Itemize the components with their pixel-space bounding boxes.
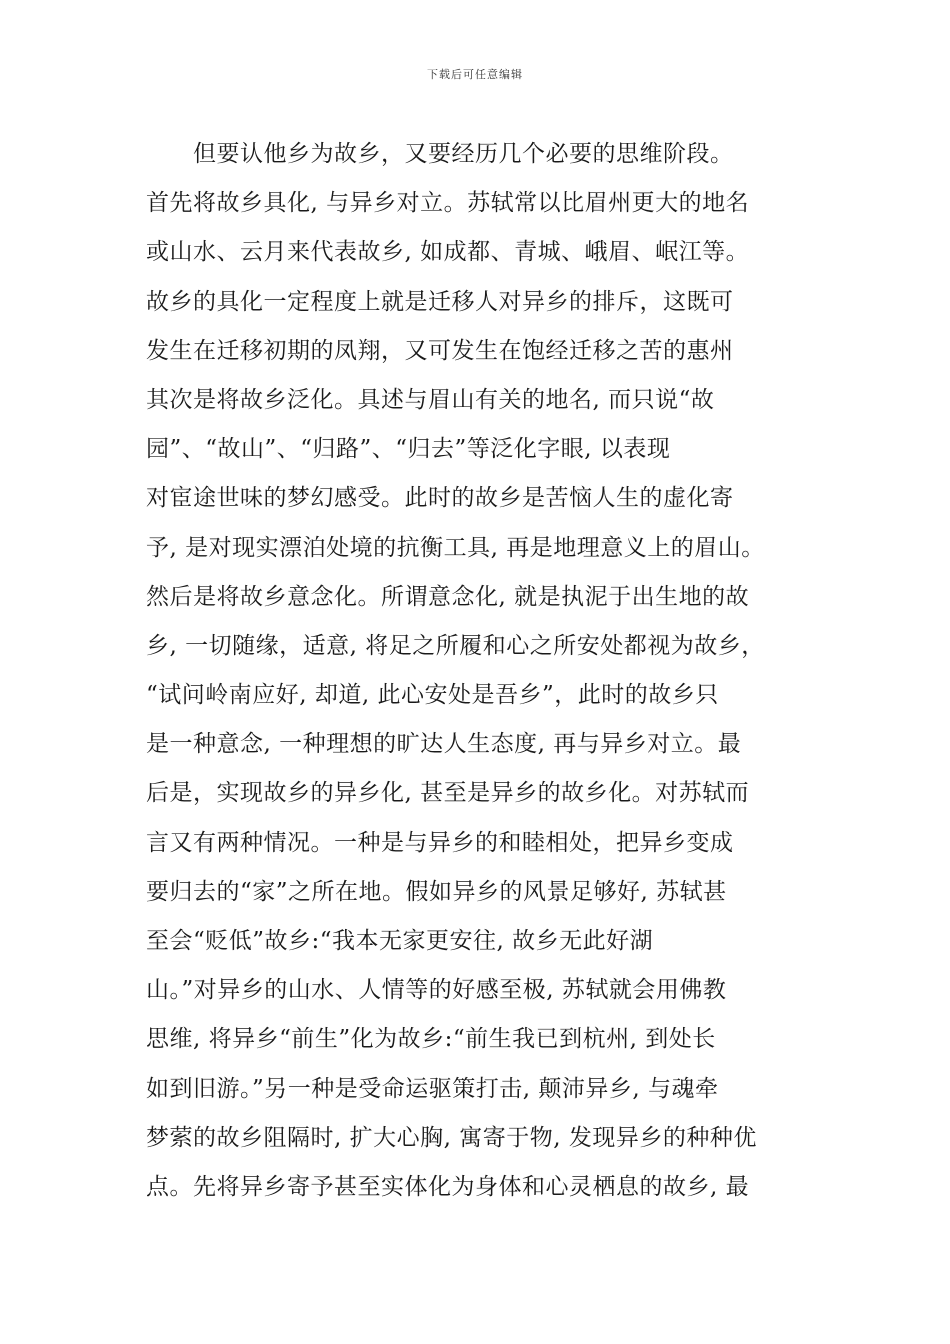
text-line: 园”、“故山”、“归路”、“归去”等泛化字眼, 以表现 — [146, 436, 671, 463]
text-line: 或山水、云月来代表故乡, 如成都、青城、峨眉、岷江等。 — [146, 239, 750, 266]
text-line: 言又有两种情况。一种是与异乡的和睦相处，把异乡变成 — [146, 829, 734, 856]
text-line: 但要认他乡为故乡，又要经历几个必要的思维阶段。 — [146, 141, 734, 167]
text-line: 予, 是对现实漂泊处境的抗衡工具, 再是地理意义上的眉山。 — [146, 534, 765, 561]
text-line: 要归去的“家”之所在地。假如异乡的风景足够好, 苏轼甚 — [146, 878, 727, 905]
page-header: 下载后可任意编辑 — [427, 68, 523, 81]
text-line: 梦萦的故乡阻隔时, 扩大心胸, 寓寄于物, 发现异乡的种种优 — [146, 1124, 757, 1151]
text-line: 乡, 一切随缘，适意, 将足之所履和心之所安处都视为故乡， — [146, 632, 765, 659]
text-line: 思维, 将异乡“前生”化为故乡:“前生我已到杭州, 到处长 — [146, 1026, 716, 1053]
text-line: 点。先将异乡寄予甚至实体化为身体和心灵栖息的故乡, 最 — [146, 1173, 750, 1200]
text-line: 对宦途世味的梦幻感受。此时的故乡是苦恼人生的虚化寄 — [146, 485, 734, 512]
text-line: 后是，实现故乡的异乡化, 甚至是异乡的故乡化。对苏轼而 — [146, 780, 750, 807]
text-line: 山。”对异乡的山水、人情等的好感至极, 苏轼就会用佛教 — [146, 977, 727, 1004]
text-line: 然后是将故乡意念化。所谓意念化, 就是执泥于出生地的故 — [146, 583, 750, 610]
text-line: 是一种意念, 一种理想的旷达人生态度, 再与异乡对立。最 — [146, 731, 742, 758]
text-line: “试问岭南应好, 却道, 此心安处是吾乡”，此时的故乡只 — [146, 682, 719, 709]
text-line: 首先将故乡具化, 与异乡对立。苏轼常以比眉州更大的地名 — [146, 190, 750, 217]
text-line: 发生在迁移初期的凤翔，又可发生在饱经迁移之苦的惠州 — [146, 337, 734, 364]
text-line: 如到旧游。”另一种是受命运驱策打击, 颠沛异乡, 与魂牵 — [146, 1075, 719, 1102]
text-line: 至会“贬低”故乡:“我本无家更安往, 故乡无此好湖 — [146, 928, 654, 954]
text-line: 其次是将故乡泛化。具述与眉山有关的地名, 而只说“故 — [146, 386, 715, 413]
text-line: 故乡的具化一定程度上就是迁移人对异乡的排斥，这既可 — [146, 288, 734, 315]
body-text — [146, 130, 816, 1212]
